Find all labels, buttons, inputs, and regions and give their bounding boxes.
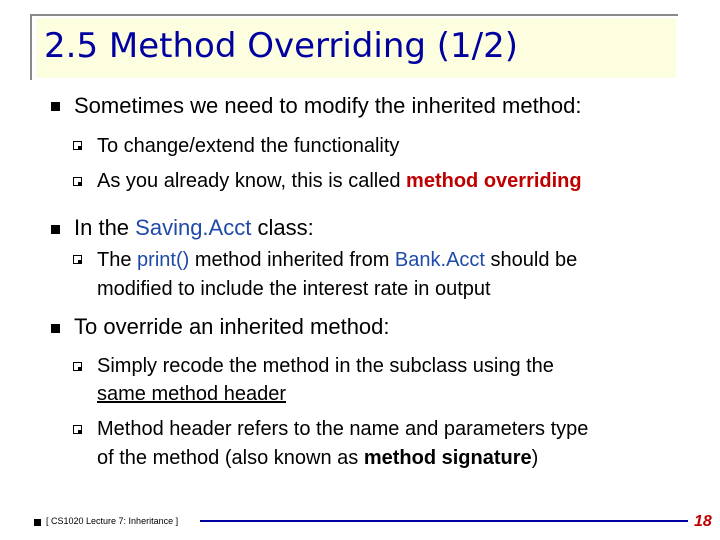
bullet-3-text: To override an inherited method: bbox=[74, 314, 390, 339]
bullet-square-icon bbox=[51, 102, 60, 111]
footer-course-label: [ CS1020 Lecture 7: Inheritance ] bbox=[46, 516, 179, 526]
slide-title: 2.5 Method Overriding (1/2) bbox=[44, 26, 519, 66]
page-number: 18 bbox=[694, 513, 712, 530]
bullet-3-sub-2-line-2 bbox=[97, 444, 538, 472]
bank-acct-class-name: Bank.Acct bbox=[394, 249, 485, 271]
saving-acct-class-name: Saving.Acct bbox=[135, 215, 252, 240]
bullet-1-sub-1: To change/extend the functionality bbox=[97, 135, 400, 157]
method-signature-term: method signature bbox=[363, 447, 532, 469]
bullet-1-sub-2 bbox=[97, 167, 582, 195]
bullet-1-text: Sometimes we need to modify the inherited method: bbox=[74, 93, 582, 118]
bullet-square-icon bbox=[51, 225, 60, 234]
sub-bullet-box-icon bbox=[73, 362, 82, 371]
bullet-2-sub-1-line-2: modified to include the interest rate in output bbox=[97, 278, 491, 300]
sub-bullet-box-icon bbox=[73, 425, 82, 434]
sub-bullet-box-icon bbox=[73, 177, 82, 186]
bullet-2-pre: In the bbox=[74, 215, 136, 240]
sub-bullet-box-icon bbox=[73, 141, 82, 150]
bullet-2-sub-1-line-1 bbox=[97, 246, 577, 274]
bullet-3-sub-1-line-2: same method header bbox=[97, 383, 287, 405]
bullet-2-sub-1-pre: The bbox=[97, 249, 138, 271]
bullet-3-sub-2-line-1: Method header refers to the name and parameters type bbox=[97, 418, 589, 440]
bullet-1-sub-2-text: As you already know, this is called bbox=[97, 170, 407, 192]
bullet-2-sub-1-post: should be bbox=[484, 249, 578, 271]
bullet-2-sub-1-mid: method inherited from bbox=[189, 249, 395, 271]
footer-square-icon bbox=[34, 519, 41, 526]
footer-divider bbox=[200, 520, 688, 522]
bullet-3-sub-2-pre: of the method (also known as bbox=[97, 447, 364, 469]
bullet-square-icon bbox=[51, 324, 60, 333]
method-overriding-term: method overriding bbox=[406, 170, 582, 192]
bullet-3-sub-2-post: ) bbox=[531, 447, 539, 469]
bullet-3-sub-1-line-1: Simply recode the method in the subclass using the bbox=[97, 355, 554, 377]
print-method-name: print() bbox=[137, 249, 190, 271]
sub-bullet-box-icon bbox=[73, 255, 82, 264]
bullet-2-text bbox=[74, 214, 314, 242]
bullet-2-post: class: bbox=[251, 215, 314, 240]
